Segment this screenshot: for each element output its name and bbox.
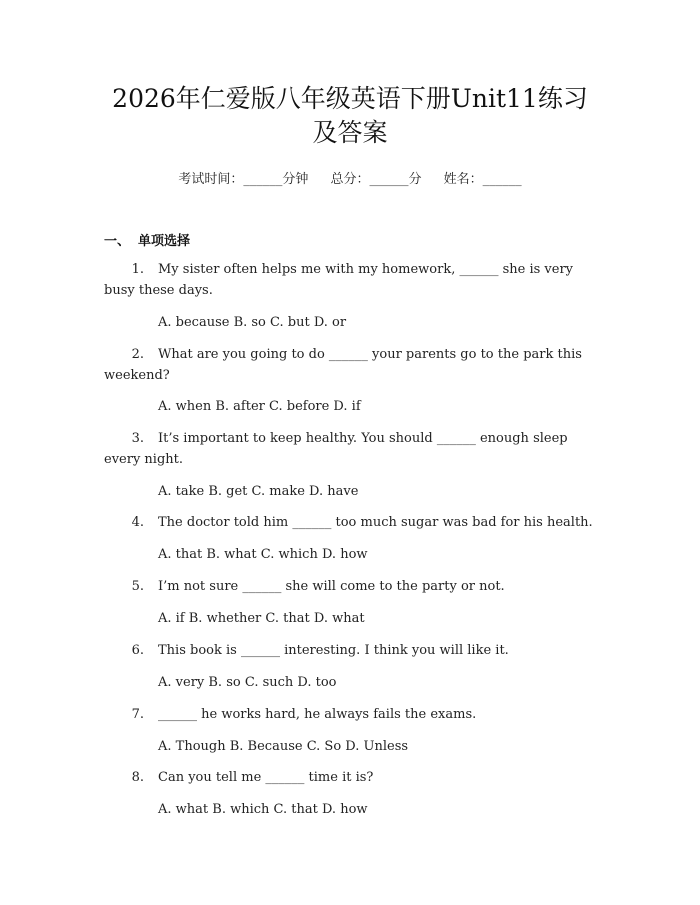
question-text-line-1: What are you going to do ______ your parents go to the park this <box>158 347 582 362</box>
section-number: 一、 <box>104 234 131 249</box>
question-number: 3. <box>131 431 144 446</box>
question-1 <box>104 259 604 301</box>
question-text-line-1: ______ he works hard, he always fails the exams. <box>158 707 477 722</box>
question-text-line-2: weekend? <box>104 368 170 383</box>
page-title <box>60 82 640 150</box>
section-label: 单项选择 <box>138 234 191 249</box>
question-4 <box>104 512 624 533</box>
question-text-line-1: This book is ______ interesting. I think you will like it. <box>158 643 509 658</box>
question-6-options: A. very B. so C. such D. too <box>158 675 337 690</box>
question-number: 7. <box>131 707 144 722</box>
question-4-options: A. that B. what C. which D. how <box>158 547 368 562</box>
question-text-line-2: every night. <box>104 452 184 467</box>
question-1-options: A. because B. so C. but D. or <box>158 315 347 330</box>
exam-name: 姓名：______ <box>443 172 522 187</box>
question-6 <box>104 640 604 661</box>
question-text-line-1: Can you tell me ______ time it is? <box>158 770 374 785</box>
exam-time: 考试时间：______分钟 <box>178 172 309 187</box>
question-7 <box>104 704 604 725</box>
question-8-options: A. what B. which C. that D. how <box>158 802 368 817</box>
question-text-line-1: My sister often helps me with my homework, ______ she is very <box>158 262 574 277</box>
exam-score: 总分：______分 <box>330 172 422 187</box>
title-line-2: 及答案 <box>312 118 388 147</box>
question-text-line-1: I’m not sure ______ she will come to the party or not. <box>158 579 505 594</box>
title-line-1: 2026年仁爱版八年级英语下册Unit11练习 <box>112 84 588 113</box>
section-heading <box>104 230 190 249</box>
question-number: 5. <box>131 579 144 594</box>
question-number: 1. <box>131 262 144 277</box>
question-8 <box>104 767 604 788</box>
question-number: 8. <box>131 770 144 785</box>
question-2 <box>104 344 604 386</box>
question-3-options: A. take B. get C. make D. have <box>158 484 359 499</box>
question-number: 4. <box>131 515 144 530</box>
question-text-line-1: The doctor told him ______ too much sugar was bad for his health. <box>158 515 593 530</box>
question-number: 6. <box>131 643 144 658</box>
question-5-options: A. if B. whether C. that D. what <box>158 611 365 626</box>
question-3 <box>104 428 604 470</box>
question-5 <box>104 576 604 597</box>
question-text-line-1: It’s important to keep healthy. You should ______ enough sleep <box>158 431 568 446</box>
question-7-options: A. Though B. Because C. So D. Unless <box>158 739 409 754</box>
question-text-line-2: busy these days. <box>104 283 213 298</box>
exam-meta <box>0 168 700 187</box>
question-number: 2. <box>131 347 144 362</box>
question-2-options: A. when B. after C. before D. if <box>158 399 361 414</box>
